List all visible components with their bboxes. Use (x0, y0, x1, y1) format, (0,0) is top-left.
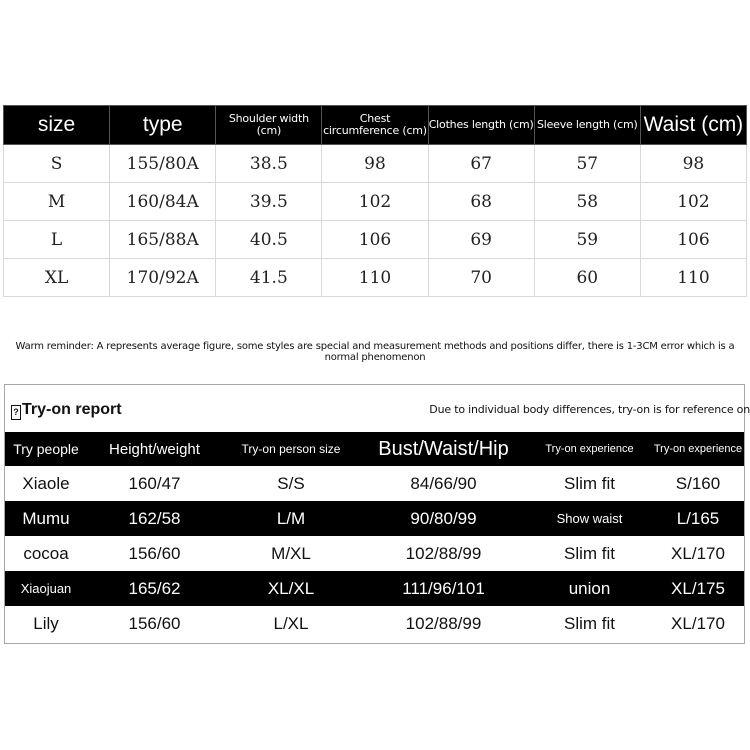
cell-length: 70 (428, 259, 534, 297)
cell-bust-waist-hip: 102/88/99 (360, 606, 527, 641)
cell-bust-waist-hip: 90/80/99 (360, 501, 527, 536)
header-try-on-size: Try-on person size (222, 432, 360, 466)
cell-chest: 102 (322, 183, 428, 221)
cell-experience-size: L/165 (652, 501, 744, 536)
cell-type: 170/92A (110, 259, 216, 297)
cell-sleeve: 57 (534, 145, 640, 183)
table-row (4, 183, 747, 221)
table-row (4, 145, 747, 183)
cell-waist: 102 (640, 183, 746, 221)
cell-person: Lily (5, 606, 87, 641)
report-note: Due to individual body differences, try-on is for reference on (429, 403, 750, 416)
report-title-text: Try-on report (22, 401, 122, 418)
cell-person: Xiaole (5, 466, 87, 501)
header-try-on-experience-2: Try-on experience (652, 432, 744, 466)
cell-experience: Slim fit (527, 606, 652, 641)
cell-bust-waist-hip: 84/66/90 (360, 466, 527, 501)
cell-length: 68 (428, 183, 534, 221)
cell-size: XL (4, 259, 110, 297)
cell-type: 155/80A (110, 145, 216, 183)
cell-person: Xiaojuan (5, 571, 87, 606)
cell-chest: 106 (322, 221, 428, 259)
cell-bust-waist-hip: 111/96/101 (360, 571, 527, 606)
table-row (4, 221, 747, 259)
cell-size: L/M (222, 501, 360, 536)
table-row (5, 536, 744, 571)
cell-shoulder: 41.5 (216, 259, 322, 297)
cell-size: S (4, 145, 110, 183)
cell-waist: 98 (640, 145, 746, 183)
cell-length: 69 (428, 221, 534, 259)
header-type: type (110, 106, 216, 145)
table-row (4, 259, 747, 297)
cell-chest: 110 (322, 259, 428, 297)
cell-height-weight: 165/62 (87, 571, 222, 606)
table-row (5, 571, 744, 606)
size-chart-header-row (4, 106, 747, 145)
cell-person: cocoa (5, 536, 87, 571)
cell-size: M (4, 183, 110, 221)
header-size: size (4, 106, 110, 145)
cell-size: L (4, 221, 110, 259)
try-on-report-panel (4, 384, 750, 644)
cell-size: M/XL (222, 536, 360, 571)
cell-experience: union (527, 571, 652, 606)
cell-waist: 110 (640, 259, 746, 297)
try-on-table (5, 432, 744, 641)
cell-experience-size: XL/170 (652, 606, 744, 641)
cell-experience: Show waist (527, 501, 652, 536)
cell-experience: Slim fit (527, 466, 652, 501)
try-on-header-row (5, 432, 744, 466)
cell-size: S/S (222, 466, 360, 501)
header-sleeve-length: Sleeve length (cm) (534, 106, 640, 145)
warm-reminder-text: Warm reminder: A represents average figure, some styles are special and measurement methods and positions differ, there is 1-3CM error which is a normal phenomenon (15, 341, 735, 363)
cell-experience-size: XL/170 (652, 536, 744, 571)
cell-experience: Slim fit (527, 536, 652, 571)
header-height-weight: Height/weight (87, 432, 222, 466)
cell-chest: 98 (322, 145, 428, 183)
header-clothes-length: Clothes length (cm) (428, 106, 534, 145)
cell-shoulder: 40.5 (216, 221, 322, 259)
cell-size: L/XL (222, 606, 360, 641)
cell-height-weight: 156/60 (87, 606, 222, 641)
cell-shoulder: 38.5 (216, 145, 322, 183)
cell-sleeve: 59 (534, 221, 640, 259)
header-try-people: Try people (5, 432, 87, 466)
size-chart-table (3, 105, 747, 297)
cell-height-weight: 156/60 (87, 536, 222, 571)
header-waist: Waist (cm) (640, 106, 746, 145)
cell-person: Mumu (5, 501, 87, 536)
table-row (5, 466, 744, 501)
header-bust-waist-hip: Bust/Waist/Hip (360, 432, 527, 466)
cell-sleeve: 58 (534, 183, 640, 221)
header-try-on-experience: Try-on experience (527, 432, 652, 466)
table-row (5, 606, 744, 641)
cell-experience-size: XL/175 (652, 571, 744, 606)
table-row (5, 501, 744, 536)
cell-waist: 106 (640, 221, 746, 259)
cell-shoulder: 39.5 (216, 183, 322, 221)
cell-experience-size: S/160 (652, 466, 744, 501)
cell-height-weight: 160/47 (87, 466, 222, 501)
cell-type: 160/84A (110, 183, 216, 221)
header-chest-circumference: Chest circumference (cm) (322, 106, 428, 145)
cell-bust-waist-hip: 102/88/99 (360, 536, 527, 571)
cell-type: 165/88A (110, 221, 216, 259)
report-title-mark: ? (11, 405, 21, 420)
cell-length: 67 (428, 145, 534, 183)
cell-height-weight: 162/58 (87, 501, 222, 536)
cell-sleeve: 60 (534, 259, 640, 297)
report-title (11, 401, 122, 420)
cell-size: XL/XL (222, 571, 360, 606)
header-shoulder-width: Shoulder width (cm) (216, 106, 322, 145)
